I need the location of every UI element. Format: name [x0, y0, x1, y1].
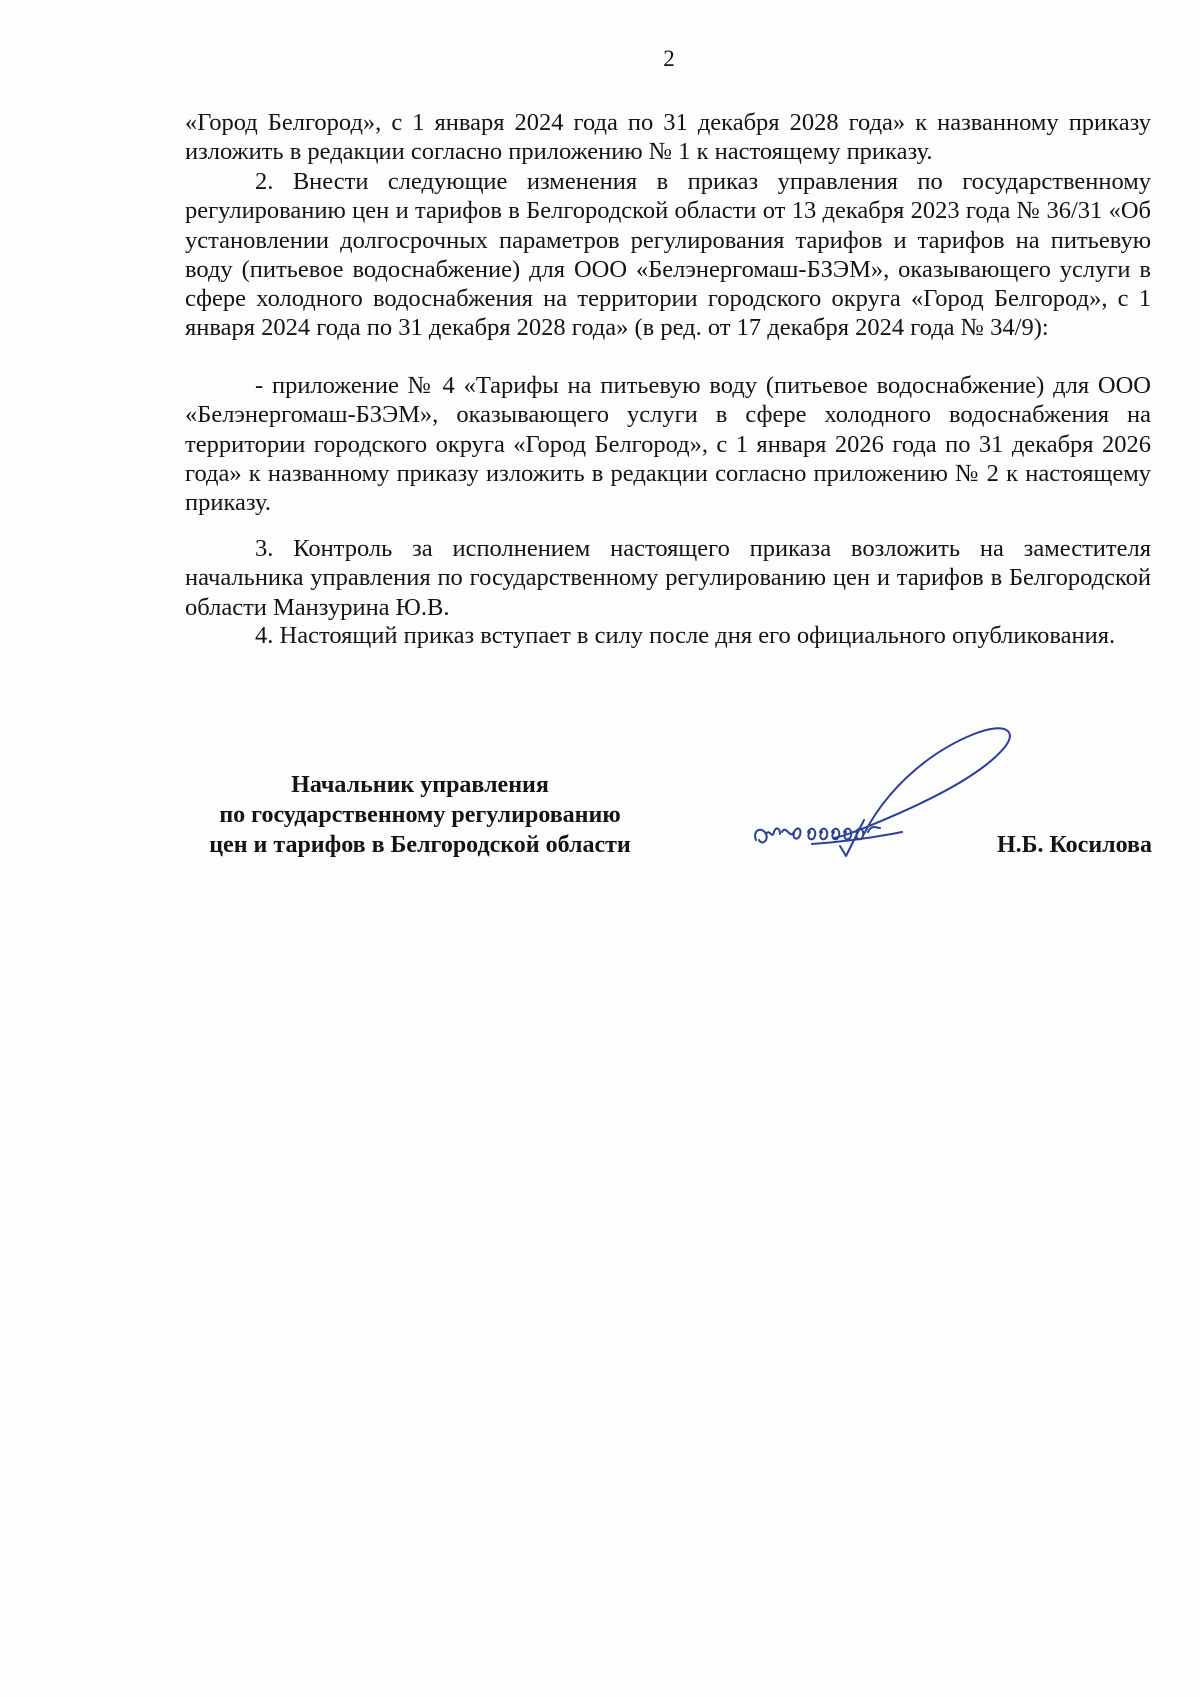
signatory-name: Н.Б. Косилова [996, 832, 1152, 858]
paragraph-continuation: «Город Белгород», с 1 января 2024 года по 31 декабря 2028 года» к названному приказу изложить в редакции согласно приложению № 1 к настоящему приказу. [185, 109, 1151, 166]
signatory-position-line: Начальник управления [291, 772, 549, 798]
signatory-position-line: по государственному регулированию [219, 802, 621, 828]
page-number: 2 [663, 46, 675, 71]
paragraph-item-2-sub: - приложение № 4 «Тарифы на питьевую воду (питьевое водоснабжение) для ООО «Белэнергомаш-БЗЭМ», оказывающего услуги в сфере холодного водоснабжения на территории городского округа «Город Белгород», с 1 января 2026 года по 31 декабря 2026 года» к названному приказу изложить в редакции согласно приложению № 2 к настоящему приказу. [185, 372, 1151, 517]
paragraph-item-4: 4. Настоящий приказ вступает в силу после дня его официального опубликования. [255, 622, 1116, 649]
signatory-position [180, 770, 660, 860]
paragraph-item-2: 2. Внести следующие изменения в приказ управления по государственному регулированию цен и тарифов в Белгородской области от 13 декабря 2023 года № 36/31 «Об установлении долгосрочных параметров регулирования тарифов и тарифов на питьевую воду (питьевое водоснабжение) для ООО «Белэнергомаш-БЗЭМ», оказывающего услуги в сфере холодного водоснабжения на территории городского округа «Город Белгород», с 1 января 2024 года по 31 декабря 2028 года» (в ред. от 17 декабря 2024 года № 34/9): [185, 168, 1151, 342]
paragraph-item-3: 3. Контроль за исполнением настоящего приказа возложить на заместителя начальника управления по государственному регулированию цен и тарифов в Белгородской области Манзурина Ю.В. [185, 535, 1151, 621]
signatory-position-line: цен и тарифов в Белгородской области [209, 832, 631, 858]
